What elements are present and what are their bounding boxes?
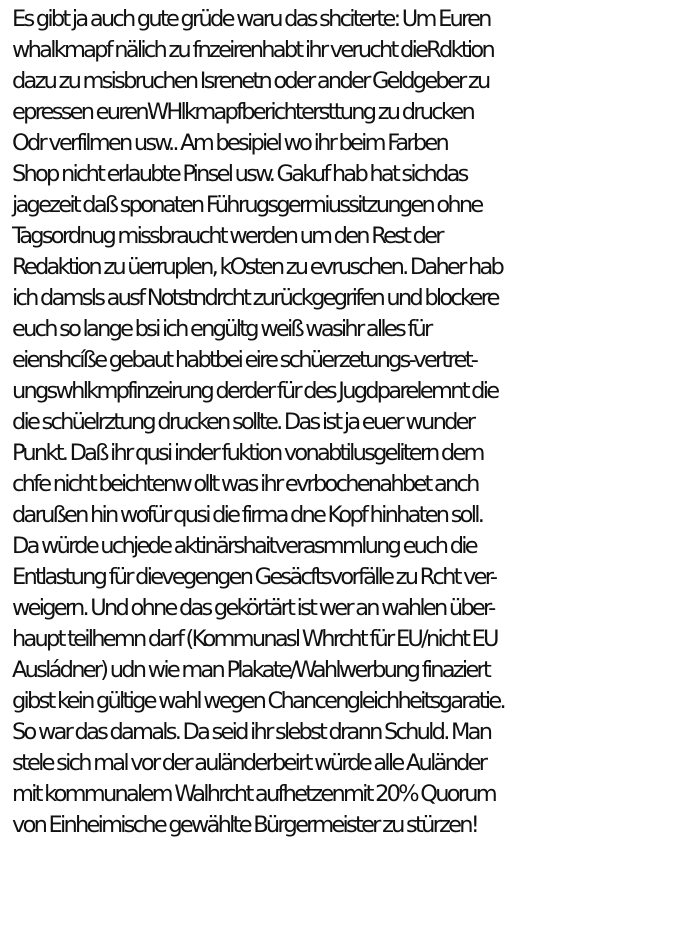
text-line: dazu zu msisbruchen Isrenetn oder ander Geldgeber zu (12, 68, 489, 94)
text-line: ich damsls ausf Notstndrcht zurückgegrifen und blockere (12, 285, 498, 311)
text-line: whalkmapf nälich zu fnzeirenhabt ihr verucht dieRdktion (12, 37, 493, 63)
text-line: gibst kein gültige wahl wegen Chancengleichheitsgaratie. (12, 688, 504, 714)
text-line: chfe nicht beichtenw ollt was ihr evrbochenahbet anch (12, 471, 478, 497)
text-line: euch so lange bsi ich engültg weiß wasihr alles für (12, 316, 431, 342)
text-line: Tagsordnug missbraucht werden um den Rest der (12, 223, 442, 249)
text-line: haupt teilhemn darf (Kommunasl Whrcht für EU/nicht EU (12, 626, 497, 652)
text-line: ungswhlkmpfinzeirung derder für des Jugdparelemnt die (12, 378, 498, 404)
text-line: Odr verfilmen usw.. Am besipiel wo ihr beim Farben (12, 130, 447, 156)
text-line: eienshcíße gebaut habtbei eire schüerzetungs-vertret- (12, 347, 477, 373)
text-line: So war das damals. Da seid ihr slebst drann Schuld. Man (12, 719, 491, 745)
text-line: epressen eurenWHlkmapfberichtersttung zu drucken (12, 99, 473, 125)
text-line: Entlastung für dievegengen Gesäcftsvorfälle zu Rcht ver- (12, 564, 496, 590)
text-line: Ausládner) udn wie man Plakate/Wahlwerbung finaziert (12, 657, 490, 683)
text-line: Es gibt ja auch gute grüde waru das shciterte: Um Euren (12, 6, 490, 32)
text-line: Shop nicht erlaubte Pinsel usw. Gakuf hab hat sichdas (12, 161, 467, 187)
text-line: darußen hin wofür qusi die firma dne Kopf hinhaten soll. (12, 502, 483, 528)
text-line: stele sich mal vor der auländerbeirt würde alle Auländer (12, 750, 486, 776)
document-text (12, 4, 684, 841)
text-line: Punkt. Daß ihr qusi inder fuktion vonabtilusgelitern dem (12, 440, 483, 466)
text-line: die schüelrztung drucken sollte. Das ist ja euer wunder (12, 409, 474, 435)
text-line: von Einheimische gewählte Bürgermeister zu stürzen! (12, 812, 478, 838)
text-line: mit kommunalem Walhrcht aufhetzenmit 20% Quorum (12, 781, 495, 807)
text-line: jagezeit daß sponaten Führugsgermiussitzungen ohne (12, 192, 482, 218)
text-line: weigern. Und ohne das gekörtärt ist wer an wahlen über- (12, 595, 494, 621)
text-line: Da würde uchjede aktinärshaitverasmmlung euch die (12, 533, 476, 559)
text-line: Redaktion zu üerruplen, kOsten zu evruschen. Daher hab (12, 254, 503, 280)
